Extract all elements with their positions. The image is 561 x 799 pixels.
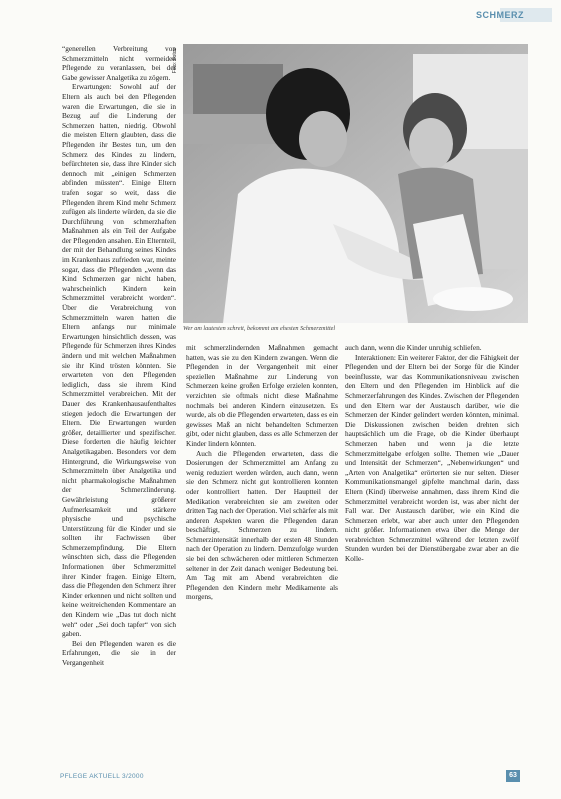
article-column-3 [345,343,519,753]
journal-footer: PFLEGE AKTUELL 3/2000 [60,773,144,780]
paragraph: Bei den Pflegenden waren es die Erfahrungen, die sie in der Vergangenheit [62,638,176,667]
article-column-1 [62,44,176,754]
photo-illustration [183,44,528,323]
paragraph: “generellen Verbreitung von Schmerzmitteln nicht vermeiden Pflegende zu veranlassen, bei der Gabe gewisser Analgetika zu zögern. [62,44,176,82]
page-number: 63 [506,770,520,782]
paragraph: Auch die Pflegenden erwarteten, dass die Dosierungen der Schmerzmittel am Anfang zu wenig reduziert werden würden, auch dann, wenn sie den Schmerz nicht gut kontrollieren konnten oder kontrolliert hatten. Der Hauptteil der Medikation verabreichten sie am zweiten oder dritten Tag nach der Operation. Viel schärfer als mit anderen Aspekten waren die Pflegenden daran beschäftigt, Schmerzen zu lindern. Schmerzintensität innerhalb der ersten 48 Stunden nach der Operation zu lindern. Demzufolge wurden sie bei den schwächeren oder mittleren Schmerzen seltener in der Zeit danach weniger Bedeutung bei. Am Tag mit am Abend verabreichten die Pflegenden den Kindern mehr Medikamente als morgens, [186,448,338,602]
paragraph: Interaktionen: Ein weiterer Faktor, der die Fähigkeit der Pflegenden und der Eltern bei der Sorge für die Kinder beeinflusste, war das Kommunikationsniveau zwischen den Eltern und den Pflegenden im Hinblick auf die Schmerzerfahrungen des Kindes. Zwischen der Pflegenden und den Eltern war der Austausch darüber, wie die Schmerzen der Kinder gelindert werden könnten, minimal. Die Diskussionen zwischen beiden drehten sich hauptsächlich um die Frage, ob die Kinder überhaupt Schmerzen haben und wenn ja die letzte Schmerzmittelgabe erfolgen sollte. Themen wie „Dauer und Intensität der Schmerzen“, „Nebenwirkungen“ und „Arten von Analgetika“ erörterten sie nur selten. Dieser Kommunikationsmangel gipfelte manchmal darin, dass Eltern (Kind) überweise annahmen, dass ihrem Kind die Schmerzmittel verabreicht worden ist, was aber nicht der Fall war. Der Austausch darüber, wie ein Kind die Schmerzen erlebt, war aber auch unter den Pflegenden nicht größer. Informationen etwa über die Menge der verabreichten Schmerzmittel während der letzten zwölf Stunden wurden bei der Dienstübergabe zwar aber an die Kolle- [345,352,519,564]
photo-credit: Foto: Fotos [172,48,178,74]
photo-caption: Wer am lautesten schreit, bekommt am ehesten Schmerzmittel [183,325,336,332]
article-column-2 [186,343,338,753]
section-tag: SCHMERZ [476,10,524,20]
article-photo [183,44,528,323]
paragraph: mit schmerzlindernden Maßnahmen gemacht hatten, was sie zu den Kindern zwangen. Wenn die Pflegenden in der Vergangenheit mit einer speziellen Maßnahme zur Linderung von Schmerzen keine großen Erfolge erzielen konnten, verzichten sie oftmals nicht diese Maßnahme nochmals bei anderen Kindern einzusetzen. Es wurde, als ob die Pflegenden erwarteten, dass es ein gewisses Maß an nicht behandelten Schmerzen gibt, oder nicht glauben, dass es alle Schmerzen der Kinder lindern könnten. [186,343,338,448]
paragraph: auch dann, wenn die Kinder unruhig schliefen. [345,343,482,352]
paragraph: Erwartungen: Sowohl auf der Eltern als auch bei den Pflegenden waren die Erwartungen, die sie in Bezug auf die Linderung der Schmerzen hatten, niedrig. Obwohl die meisten Eltern glaubten, dass die Pflegenden ihr Bestes tun, um den Schmerz des Kindes zu lindern, befürchteten sie, dass ihre Kinder sich dennoch mit „einigen Schmerzen abfinden müssten“. Einige Eltern trafen sogar so weit, dass die Pflegenden ihrem Kind mehr Schmerz zufügen als linderte würden, da sie die Durchführung von schmerzhaften Maßnahmen als ein Teil der Aufgabe der Pflegenden ansahen. Ein Elternteil, der mit der Behandlung seines Kindes im Krankenhaus zufrieden war, meinte sogar, dass die Pflegenden „wenn das Kind Schmerzen gar nicht haben, wahrscheinlich Kindern kein Schmerzmittel verabreicht worden“. Über die Verabreichung von Schmerzmitteln waren hatten die Eltern anfangs nur minimale Erwartungen hinsichtlich dessen, was Pflegende für Schmerzen ihres Kindes ändern und mit welchen Maßnahmen sie ihr Kind trösten könnten. Sie erwarteten von den Pflegenden lediglich, dass sie ihrem Kind Schmerzmittel verabreichen. Mit der Dauer des Krankenhausaufenthaltes stiegen jedoch die Erwartungen der Eltern. Die Erwartungen wurden größer, detaillierter und spezifischer. Diese forderten die häufig leichter Analgetikagaben. Besonders vor dem Hintergrund, die Wirkungsweise von Schmerzmitteln über Analgetika und nicht pharmakologische Maßnahmen der Schmerzlinderung. Gewährleistung größerer Aufmerksamkeit und stärkere physische und psychische Unterstützung für die Kinder und sie sollten ihr Fachwissen über Schmerzempfindung. Die Eltern wünschten sich, dass die Pflegenden Informationen über Schmerzmittel ihrer Kinder fragen. Einige Eltern, dass die Pflegenden den Schmerz ihrer Kinder erkennen und nicht sollten und keine weitreichenden Kommentare an den Kindern wie „Das tut doch nicht weh“ oder „Sei doch tapfer“ von sich gaben. [62,82,176,639]
